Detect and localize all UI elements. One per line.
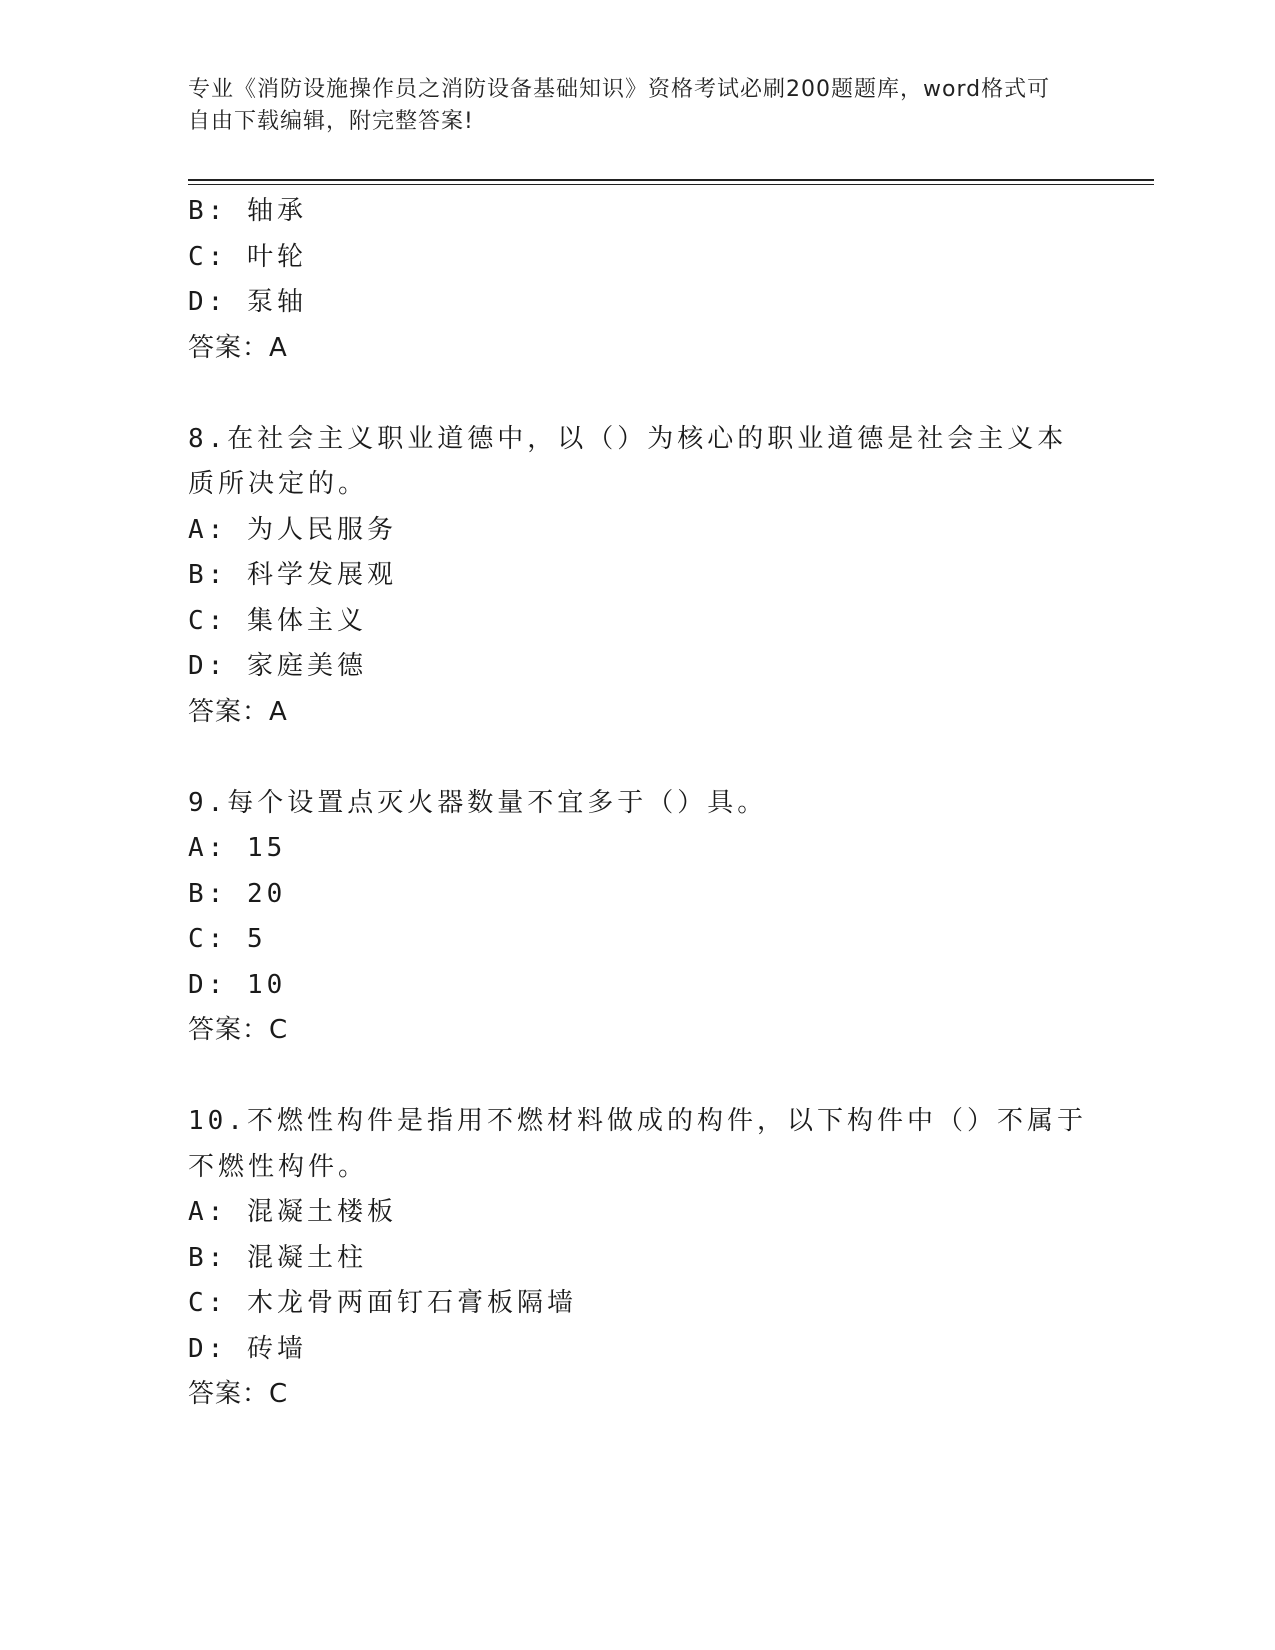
- question-stem: 9.每个设置点灭火器数量不宜多于（）具。: [188, 787, 768, 818]
- option-a: A: 15: [188, 833, 287, 863]
- answer-line: 答案：C: [188, 1015, 289, 1045]
- question-10: [188, 1099, 1088, 1418]
- header-rule-thick: [188, 179, 1154, 181]
- option-a: A: 混凝土楼板: [188, 1197, 397, 1227]
- question-list: [188, 189, 1088, 1418]
- question-9: [188, 781, 1088, 1054]
- option-d: D: 砖墙: [188, 1333, 307, 1364]
- answer-line: 答案：C: [188, 1379, 289, 1409]
- option-b: B: 20: [188, 878, 287, 909]
- spacer: [188, 371, 1088, 417]
- answer-line: 答案：A: [188, 332, 288, 363]
- option-d: D: 泵轴: [188, 287, 307, 317]
- option-c: C: 木龙骨两面钉石膏板隔墙: [188, 1288, 577, 1318]
- option-c: C: 叶轮: [188, 241, 307, 272]
- question-stem: 10.不燃性构件是指用不燃材料做成的构件，以下构件中（）不属于不燃性构件。: [188, 1106, 1087, 1182]
- header-rule-thin: [188, 184, 1154, 185]
- document-header: 专业《消防设施操作员之消防设备基础知识》资格考试必刷200题题库，word格式可自由下载编辑，附完整答案!: [188, 77, 1051, 134]
- spacer: [188, 1054, 1088, 1100]
- option-a: A: 为人民服务: [188, 514, 397, 545]
- option-c: C: 集体主义: [188, 605, 367, 636]
- question-8: [188, 417, 1088, 736]
- answer-line: 答案：A: [188, 696, 288, 727]
- question-stem: 8.在社会主义职业道德中，以（）为核心的职业道德是社会主义本质所决定的。: [188, 423, 1068, 499]
- option-c: C: 5: [188, 924, 267, 954]
- option-d: D: 家庭美德: [188, 651, 367, 681]
- option-d: D: 10: [188, 969, 287, 1000]
- spacer: [188, 735, 1088, 781]
- question-continued: [188, 189, 1088, 371]
- option-b: B: 科学发展观: [188, 560, 397, 590]
- option-b: B: 轴承: [188, 196, 307, 226]
- option-b: B: 混凝土柱: [188, 1242, 367, 1273]
